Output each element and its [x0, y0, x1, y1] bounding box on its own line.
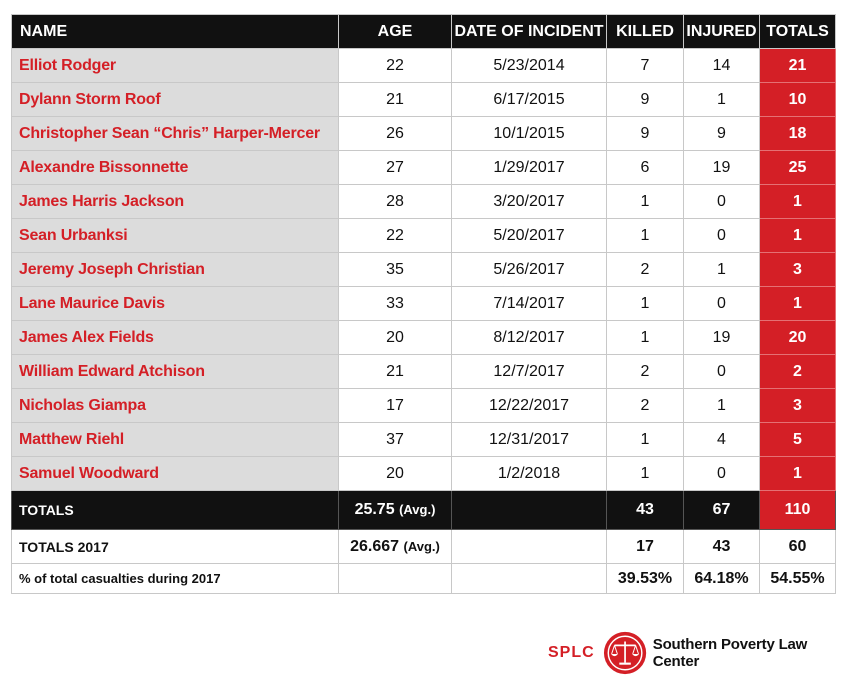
totals-age: 25.75: [354, 501, 395, 518]
totals-2017-injured: 43: [684, 530, 760, 564]
killed-cell: 2: [607, 253, 684, 287]
date-cell: 1/2/2018: [452, 457, 607, 491]
name-cell: Lane Maurice Davis: [12, 287, 339, 321]
table-row: [12, 219, 836, 253]
date-cell: 3/20/2017: [452, 185, 607, 219]
injured-cell: 0: [684, 287, 760, 321]
total-cell: 1: [760, 219, 836, 253]
killed-cell: 9: [607, 83, 684, 117]
totals-age-note: (Avg.): [399, 502, 436, 517]
totals-injured: 67: [684, 491, 760, 530]
header-row: [12, 15, 836, 49]
killed-cell: 1: [607, 321, 684, 355]
totals-2017-age-note: (Avg.): [403, 538, 440, 554]
date-cell: 12/22/2017: [452, 389, 607, 423]
totals-2017-total: 60: [760, 530, 836, 564]
killed-cell: 1: [607, 185, 684, 219]
table-row: [12, 355, 836, 389]
injured-cell: 0: [684, 457, 760, 491]
totals-2017-date-cell: [452, 530, 607, 564]
killed-cell: 2: [607, 389, 684, 423]
age-cell: 21: [339, 83, 452, 117]
totals-label: TOTALS: [12, 491, 339, 530]
date-cell: 12/7/2017: [452, 355, 607, 389]
header-injured: INJURED: [684, 15, 760, 49]
age-cell: 20: [339, 321, 452, 355]
name-cell: James Alex Fields: [12, 321, 339, 355]
table-row: [12, 423, 836, 457]
table-row: [12, 185, 836, 219]
table-row: [12, 151, 836, 185]
killed-cell: 7: [607, 49, 684, 83]
header-date: DATE OF INCIDENT: [452, 15, 607, 49]
age-cell: 33: [339, 287, 452, 321]
name-cell: Christopher Sean “Chris” Harper-Mercer: [12, 117, 339, 151]
totals-row: [12, 491, 836, 530]
total-cell: 1: [760, 185, 836, 219]
header-age: AGE: [339, 15, 452, 49]
name-cell: Matthew Riehl: [12, 423, 339, 457]
date-cell: 5/20/2017: [452, 219, 607, 253]
header-totals: TOTALS: [760, 15, 836, 49]
pct-2017-injured: 64.18%: [684, 564, 760, 594]
logo-abbr: SPLC: [548, 644, 595, 661]
name-cell: Samuel Woodward: [12, 457, 339, 491]
table-row: [12, 321, 836, 355]
table-row: [12, 389, 836, 423]
splc-logo: [548, 630, 849, 676]
total-cell: 20: [760, 321, 836, 355]
age-cell: 21: [339, 355, 452, 389]
pct-2017-row: [12, 564, 836, 594]
killed-cell: 2: [607, 355, 684, 389]
age-cell: 26: [339, 117, 452, 151]
age-cell: 35: [339, 253, 452, 287]
age-cell: 20: [339, 457, 452, 491]
killed-cell: 1: [607, 457, 684, 491]
table-row: [12, 49, 836, 83]
table-row: [12, 457, 836, 491]
date-cell: 8/12/2017: [452, 321, 607, 355]
killed-cell: 1: [607, 423, 684, 457]
age-cell: 28: [339, 185, 452, 219]
age-cell: 17: [339, 389, 452, 423]
pct-2017-age-cell: [339, 564, 452, 594]
totals-date-cell: [452, 491, 607, 530]
total-cell: 1: [760, 457, 836, 491]
injured-cell: 1: [684, 389, 760, 423]
casualties-table: [11, 14, 836, 594]
date-cell: 1/29/2017: [452, 151, 607, 185]
totals-2017-killed: 17: [607, 530, 684, 564]
name-cell: Elliot Rodger: [12, 49, 339, 83]
totals-killed: 43: [607, 491, 684, 530]
injured-cell: 1: [684, 253, 760, 287]
pct-2017-total: 54.55%: [760, 564, 836, 594]
totals-2017-row: [12, 530, 836, 564]
total-cell: 1: [760, 287, 836, 321]
date-cell: 6/17/2015: [452, 83, 607, 117]
table-row: [12, 287, 836, 321]
injured-cell: 19: [684, 151, 760, 185]
injured-cell: 14: [684, 49, 760, 83]
killed-cell: 1: [607, 287, 684, 321]
injured-cell: 19: [684, 321, 760, 355]
table-row: [12, 253, 836, 287]
date-cell: 7/14/2017: [452, 287, 607, 321]
date-cell: 5/23/2014: [452, 49, 607, 83]
age-cell: 22: [339, 219, 452, 253]
header-killed: KILLED: [607, 15, 684, 49]
table-body: [12, 49, 836, 491]
name-cell: William Edward Atchison: [12, 355, 339, 389]
age-cell: 27: [339, 151, 452, 185]
total-cell: 21: [760, 49, 836, 83]
pct-2017-date-cell: [452, 564, 607, 594]
injured-cell: 9: [684, 117, 760, 151]
totals-2017-label: TOTALS 2017: [12, 530, 339, 564]
injured-cell: 0: [684, 355, 760, 389]
injured-cell: 0: [684, 219, 760, 253]
date-cell: 10/1/2015: [452, 117, 607, 151]
scales-of-justice-icon: [603, 630, 647, 676]
injured-cell: 1: [684, 83, 760, 117]
date-cell: 5/26/2017: [452, 253, 607, 287]
total-cell: 2: [760, 355, 836, 389]
killed-cell: 6: [607, 151, 684, 185]
name-cell: Sean Urbanksi: [12, 219, 339, 253]
name-cell: Nicholas Giampa: [12, 389, 339, 423]
total-cell: 25: [760, 151, 836, 185]
pct-2017-label: % of total casualties during 2017: [12, 564, 339, 594]
table-row: [12, 83, 836, 117]
name-cell: Dylann Storm Roof: [12, 83, 339, 117]
total-cell: 10: [760, 83, 836, 117]
name-cell: Alexandre Bissonnette: [12, 151, 339, 185]
logo-full-name: Southern Poverty Law Center: [652, 636, 808, 670]
total-cell: 3: [760, 253, 836, 287]
table-row: [12, 117, 836, 151]
injured-cell: 4: [684, 423, 760, 457]
totals-age-cell: [339, 491, 452, 530]
name-cell: James Harris Jackson: [12, 185, 339, 219]
killed-cell: 1: [607, 219, 684, 253]
total-cell: 18: [760, 117, 836, 151]
total-cell: 5: [760, 423, 836, 457]
age-cell: 37: [339, 423, 452, 457]
total-cell: 3: [760, 389, 836, 423]
date-cell: 12/31/2017: [452, 423, 607, 457]
age-cell: 22: [339, 49, 452, 83]
injured-cell: 0: [684, 185, 760, 219]
killed-cell: 9: [607, 117, 684, 151]
totals-2017-age-cell: [339, 530, 452, 564]
totals-total: 110: [760, 491, 836, 530]
name-cell: Jeremy Joseph Christian: [12, 253, 339, 287]
pct-2017-killed: 39.53%: [607, 564, 684, 594]
totals-2017-age: 26.667: [350, 537, 400, 555]
header-name: NAME: [12, 15, 339, 49]
